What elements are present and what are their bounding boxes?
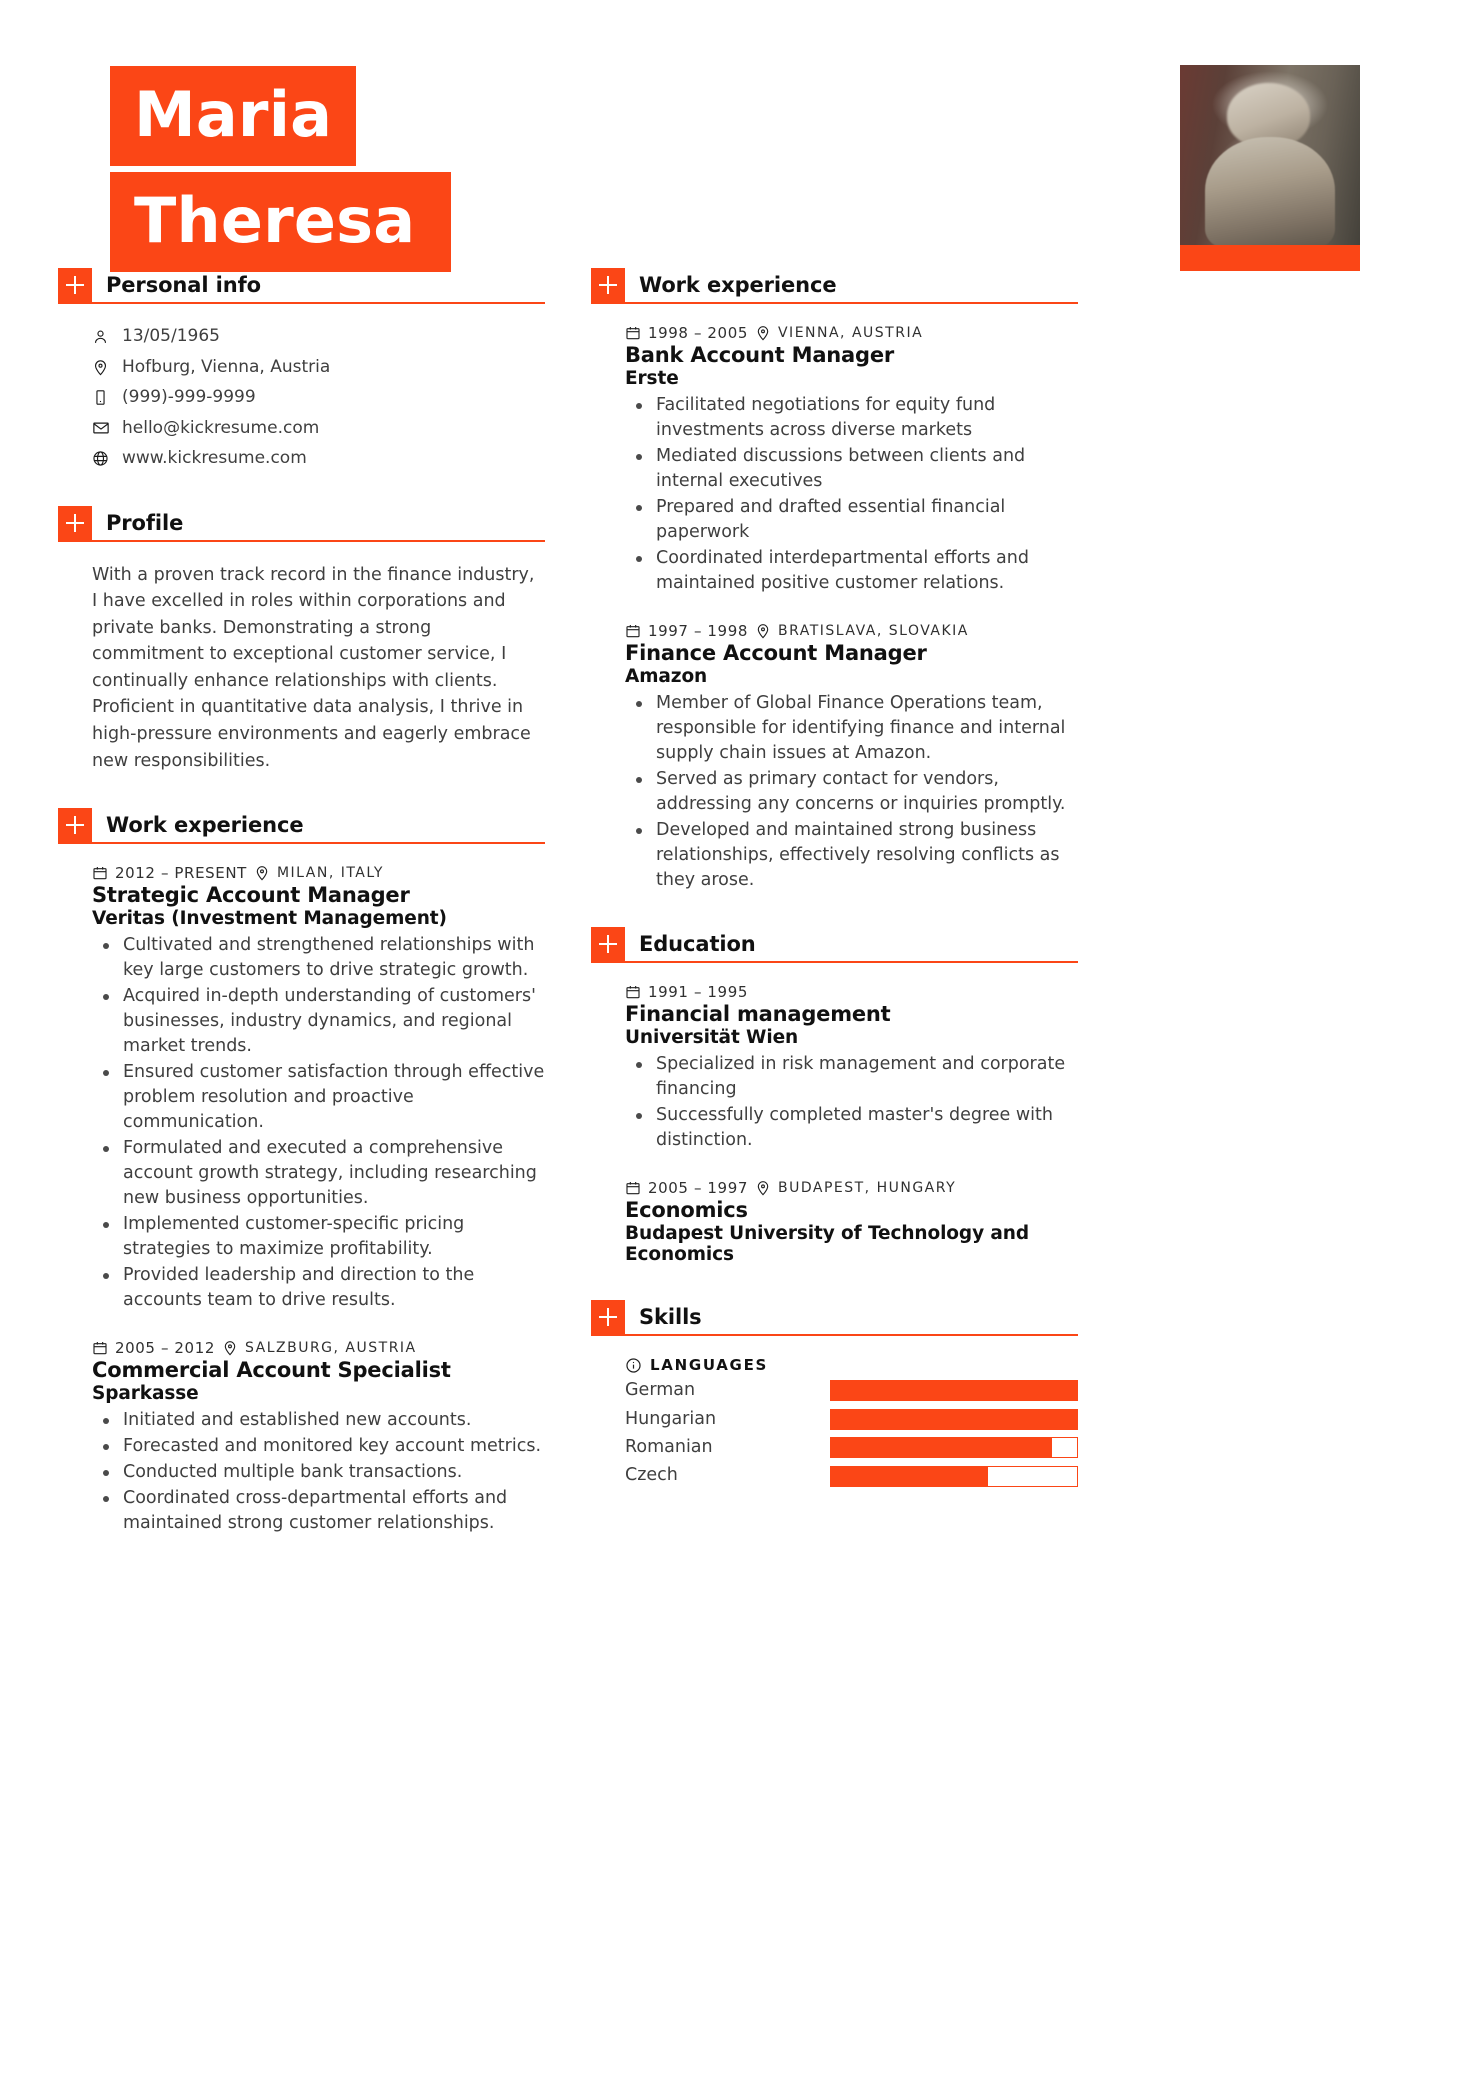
section-title: Work experience: [639, 273, 837, 297]
work-entry: [625, 622, 1078, 893]
list-item: Successfully completed master's degree with distinction.: [625, 1103, 1078, 1153]
section-title: Work experience: [106, 813, 304, 838]
entry-organization: Universität Wien: [625, 1026, 799, 1048]
list-item: Served as primary contact for vendors, addressing any concerns or inquiries promptly.: [625, 767, 1078, 817]
skill-level-fill: [831, 1381, 1077, 1400]
phone-icon: [92, 389, 118, 406]
education-entries: [591, 983, 1078, 1266]
contact-row-email[interactable]: [92, 416, 545, 442]
work-entry: [92, 1339, 545, 1536]
location-pin-icon: [222, 1340, 238, 1356]
entry-organization: Veritas (Investment Management): [92, 908, 447, 930]
contact-row-address: [92, 355, 545, 381]
entry-location: SALZBURG, AUSTRIA: [244, 1340, 417, 1357]
plus-icon: [58, 506, 92, 540]
skill-level-bar: [830, 1437, 1078, 1458]
right-column: [591, 268, 1078, 1570]
left-column: [58, 268, 545, 1570]
location-pin-icon: [755, 325, 771, 341]
person-icon: [92, 328, 118, 345]
education-entry: [625, 983, 1078, 1153]
resume-header: [0, 0, 1468, 268]
entry-meta: [92, 864, 545, 882]
list-item: Initiated and established new accounts.: [92, 1408, 545, 1433]
contact-value: Hofburg, Vienna, Austria: [122, 356, 331, 377]
list-item: Ensured customer satisfaction through effective problem resolution and proactive communication.: [92, 1060, 545, 1135]
skill-row: [625, 1378, 1078, 1403]
calendar-icon: [625, 1180, 641, 1196]
skill-group-header: [625, 1356, 1078, 1374]
entry-bullets: [625, 393, 1078, 596]
plus-icon: [591, 1300, 625, 1334]
entry-meta: [625, 1179, 1078, 1197]
resume-columns: [0, 268, 1468, 1570]
first-name: Maria: [110, 66, 356, 166]
plus-icon: [58, 808, 92, 842]
entry-organization: Sparkasse: [92, 1383, 199, 1405]
calendar-icon: [625, 325, 641, 341]
entry-date: 1998 – 2005: [648, 324, 748, 342]
list-item: Prepared and drafted essential financial paperwork: [625, 495, 1078, 545]
contact-row-phone: [92, 385, 545, 411]
contact-value: hello@kickresume.com: [122, 417, 320, 438]
entry-bullets: [92, 933, 545, 1313]
section-header: [591, 1300, 1078, 1336]
skill-row: [625, 1463, 1078, 1488]
last-name: Theresa: [110, 172, 451, 272]
entry-date: 1997 – 1998: [648, 621, 748, 640]
photo-container: [1180, 65, 1360, 271]
skill-group-name: LANGUAGES: [650, 1356, 769, 1375]
skill-name: Hungarian: [625, 1408, 717, 1429]
skill-level-fill: [831, 1467, 988, 1486]
list-item: Implemented customer-specific pricing strategies to maximize profitability.: [92, 1212, 545, 1262]
entry-meta: [92, 1339, 545, 1357]
avatar: [1180, 65, 1360, 245]
photo-accent-band: [1180, 245, 1360, 271]
plus-icon: [58, 268, 92, 302]
contact-value: 13/05/1965: [122, 326, 220, 346]
contact-row-website[interactable]: [92, 446, 545, 472]
entry-title: Commercial Account Specialist: [92, 1358, 451, 1383]
skill-level-fill: [831, 1410, 1077, 1429]
section-education: [591, 927, 1078, 1266]
contact-value: (999)-999-9999: [122, 387, 256, 407]
info-circle-icon: [625, 1357, 642, 1374]
section-title: Education: [639, 931, 756, 956]
entry-date: 2005 – 2012: [115, 1339, 215, 1358]
location-pin-icon: [254, 865, 270, 881]
list-item: Forecasted and monitored key account metrics.: [92, 1434, 545, 1459]
list-item: Developed and maintained strong business relationships, effectively resolving conflicts as they arose.: [625, 818, 1078, 893]
entry-title: Finance Account Manager: [625, 640, 927, 665]
location-pin-icon: [755, 623, 771, 639]
location-pin-icon: [92, 359, 118, 376]
location-pin-icon: [755, 1180, 771, 1196]
contact-row-birthdate: [92, 324, 545, 350]
contact-value: www.kickresume.com: [122, 448, 307, 468]
envelope-icon: [92, 419, 118, 437]
skill-level-bar: [830, 1466, 1078, 1487]
section-profile: [58, 506, 545, 775]
list-item: Coordinated cross-departmental efforts and maintained strong customer relationships.: [92, 1486, 545, 1536]
section-header: [591, 927, 1078, 963]
entry-date: 1991 – 1995: [648, 982, 748, 1001]
calendar-icon: [625, 623, 641, 639]
section-title: Profile: [106, 510, 184, 535]
section-header: [58, 808, 545, 844]
calendar-icon: [625, 984, 641, 1000]
entry-bullets: [92, 1408, 545, 1536]
section-header: [591, 268, 1078, 304]
section-header: [58, 506, 545, 542]
globe-icon: [92, 450, 118, 467]
entry-location: BUDAPEST, HUNGARY: [777, 1179, 957, 1196]
list-item: Conducted multiple bank transactions.: [92, 1460, 545, 1485]
skill-level-fill: [831, 1438, 1052, 1457]
calendar-icon: [92, 1340, 108, 1356]
list-item: Acquired in-depth understanding of customers' businesses, industry dynamics, and regional market trends.: [92, 984, 545, 1059]
calendar-icon: [92, 865, 108, 881]
work-entry: [625, 324, 1078, 596]
entry-meta: [625, 622, 1078, 640]
work-entry: [92, 864, 545, 1313]
list-item: Specialized in risk management and corporate financing: [625, 1052, 1078, 1102]
section-title: Personal info: [106, 273, 261, 297]
work-entries-right: [591, 324, 1078, 893]
entry-location: MILAN, ITALY: [276, 865, 384, 882]
list-item: Coordinated interdepartmental efforts and maintained positive customer relations.: [625, 546, 1078, 596]
list-item: Facilitated negotiations for equity fund investments across diverse markets: [625, 393, 1078, 443]
skill-name: Romanian: [625, 1436, 713, 1457]
entry-meta: [625, 324, 1078, 342]
profile-body: [58, 562, 545, 775]
skill-name: German: [625, 1380, 696, 1401]
skill-level-bar: [830, 1380, 1078, 1401]
section-skills: [591, 1300, 1078, 1489]
entry-bullets: [625, 1052, 1078, 1153]
entry-organization: Amazon: [625, 665, 708, 687]
entry-meta: [625, 983, 1078, 1001]
skill-level-bar: [830, 1409, 1078, 1430]
entry-title: Financial management: [625, 1001, 891, 1026]
entry-title: Bank Account Manager: [625, 343, 895, 367]
list-item: Formulated and executed a comprehensive account growth strategy, including researching new business opportunities.: [92, 1136, 545, 1211]
entry-bullets: [625, 691, 1078, 893]
personal-info-list: [58, 324, 545, 472]
entry-title: Economics: [625, 1197, 748, 1222]
work-entries-left: [58, 864, 545, 1536]
skill-name: Czech: [625, 1465, 678, 1486]
entry-location: VIENNA, AUSTRIA: [777, 325, 924, 341]
plus-icon: [591, 268, 625, 302]
entry-organization: Budapest University of Technology and Economics: [625, 1222, 1029, 1266]
section-work-experience-left: [58, 808, 545, 1536]
list-item: Mediated discussions between clients and internal executives: [625, 444, 1078, 494]
section-title: Skills: [639, 1305, 702, 1330]
section-work-experience-right: [591, 268, 1078, 893]
entry-organization: Erste: [625, 367, 679, 389]
list-item: Cultivated and strengthened relationships with key large customers to drive strategic growth.: [92, 933, 545, 983]
section-personal-info: [58, 268, 545, 472]
skill-row: [625, 1435, 1078, 1460]
entry-date: 2012 – PRESENT: [115, 864, 247, 883]
skill-row: [625, 1407, 1078, 1432]
plus-icon: [591, 927, 625, 961]
list-item: Provided leadership and direction to the accounts team to drive results.: [92, 1263, 545, 1313]
education-entry: [625, 1179, 1078, 1267]
skills-body: [591, 1356, 1078, 1489]
entry-location: BRATISLAVA, SLOVAKIA: [777, 622, 969, 639]
entry-title: Strategic Account Manager: [92, 883, 410, 908]
list-item: Member of Global Finance Operations team, responsible for identifying finance and internal supply chain issues at Amazon.: [625, 691, 1078, 766]
profile-text: With a proven track record in the finance industry, I have excelled in roles within corporations and private banks. Demonstrating a strong commitment to exceptional customer service, I continually enhance relationships with clients. Proficient in quantitative data analysis, I thrive in high-pressure environments and eagerly embrace new responsibilities.: [92, 564, 535, 771]
name-block: [110, 66, 451, 278]
entry-date: 2005 – 1997: [648, 1178, 748, 1197]
